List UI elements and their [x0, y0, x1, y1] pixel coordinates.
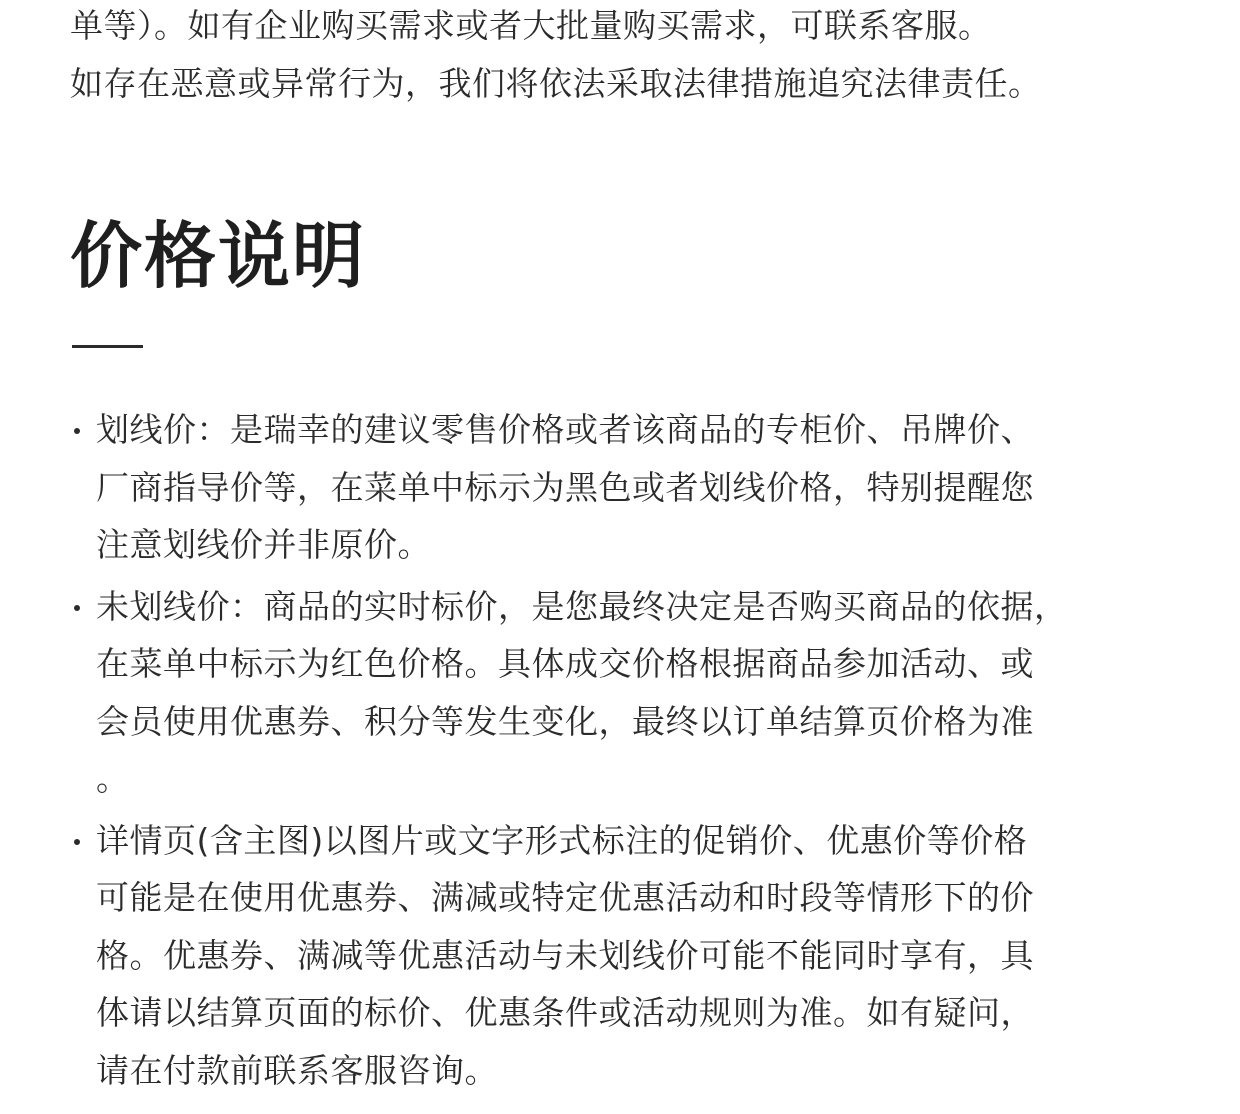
note-line: 请在付款前联系客服咨询。	[96, 1050, 498, 1090]
list-item-current-price	[70, 578, 1180, 808]
note-line: 在菜单中标示为红色价格。具体成交价格根据商品参加活动、或	[96, 644, 1034, 683]
intro-paragraph	[70, 0, 1190, 113]
list-item-strikethrough-price	[70, 401, 1180, 574]
intro-line: 如存在恶意或异常行为，我们将依法采取法律措施追究法律责任。	[70, 64, 1042, 103]
note-line: 详情页(含主图)以图片或文字形式标注的促销价、优惠价等价格	[96, 820, 1028, 860]
note-line: 格。优惠券、满减等优惠活动与未划线价可能不能同时享有，具	[96, 935, 1034, 975]
title-divider	[72, 345, 143, 348]
note-line: 注意划线价并非原价。	[96, 525, 431, 564]
bullet-icon	[74, 605, 80, 611]
list-item-promo-price	[70, 812, 1180, 1100]
note-line: 会员使用优惠券、积分等发生变化，最终以订单结算页价格为准	[96, 701, 1034, 741]
note-line: 体请以结算页面的标价、优惠条件或活动规则为准。如有疑问，	[96, 993, 1034, 1032]
intro-line: 单等）。如有企业购买需求或者大批量购买需求，可联系客服。	[70, 6, 992, 45]
bullet-icon	[74, 839, 80, 845]
note-line: 厂商指导价等，在菜单中标示为黑色或者划线价格，特别提醒您	[96, 467, 1034, 507]
note-line: 未划线价：商品的实时标价，是您最终决定是否购买商品的依据，	[96, 586, 1068, 626]
note-line: 可能是在使用优惠券、满减或特定优惠活动和时段等情形下的价	[96, 878, 1034, 917]
section-title: 价格说明	[70, 214, 367, 298]
note-line: 。	[96, 759, 130, 798]
note-line: 划线价：是瑞幸的建议零售价格或者该商品的专柜价、吊牌价、	[96, 410, 1034, 449]
bullet-icon	[74, 428, 80, 434]
price-notes-list	[70, 401, 1180, 1103]
